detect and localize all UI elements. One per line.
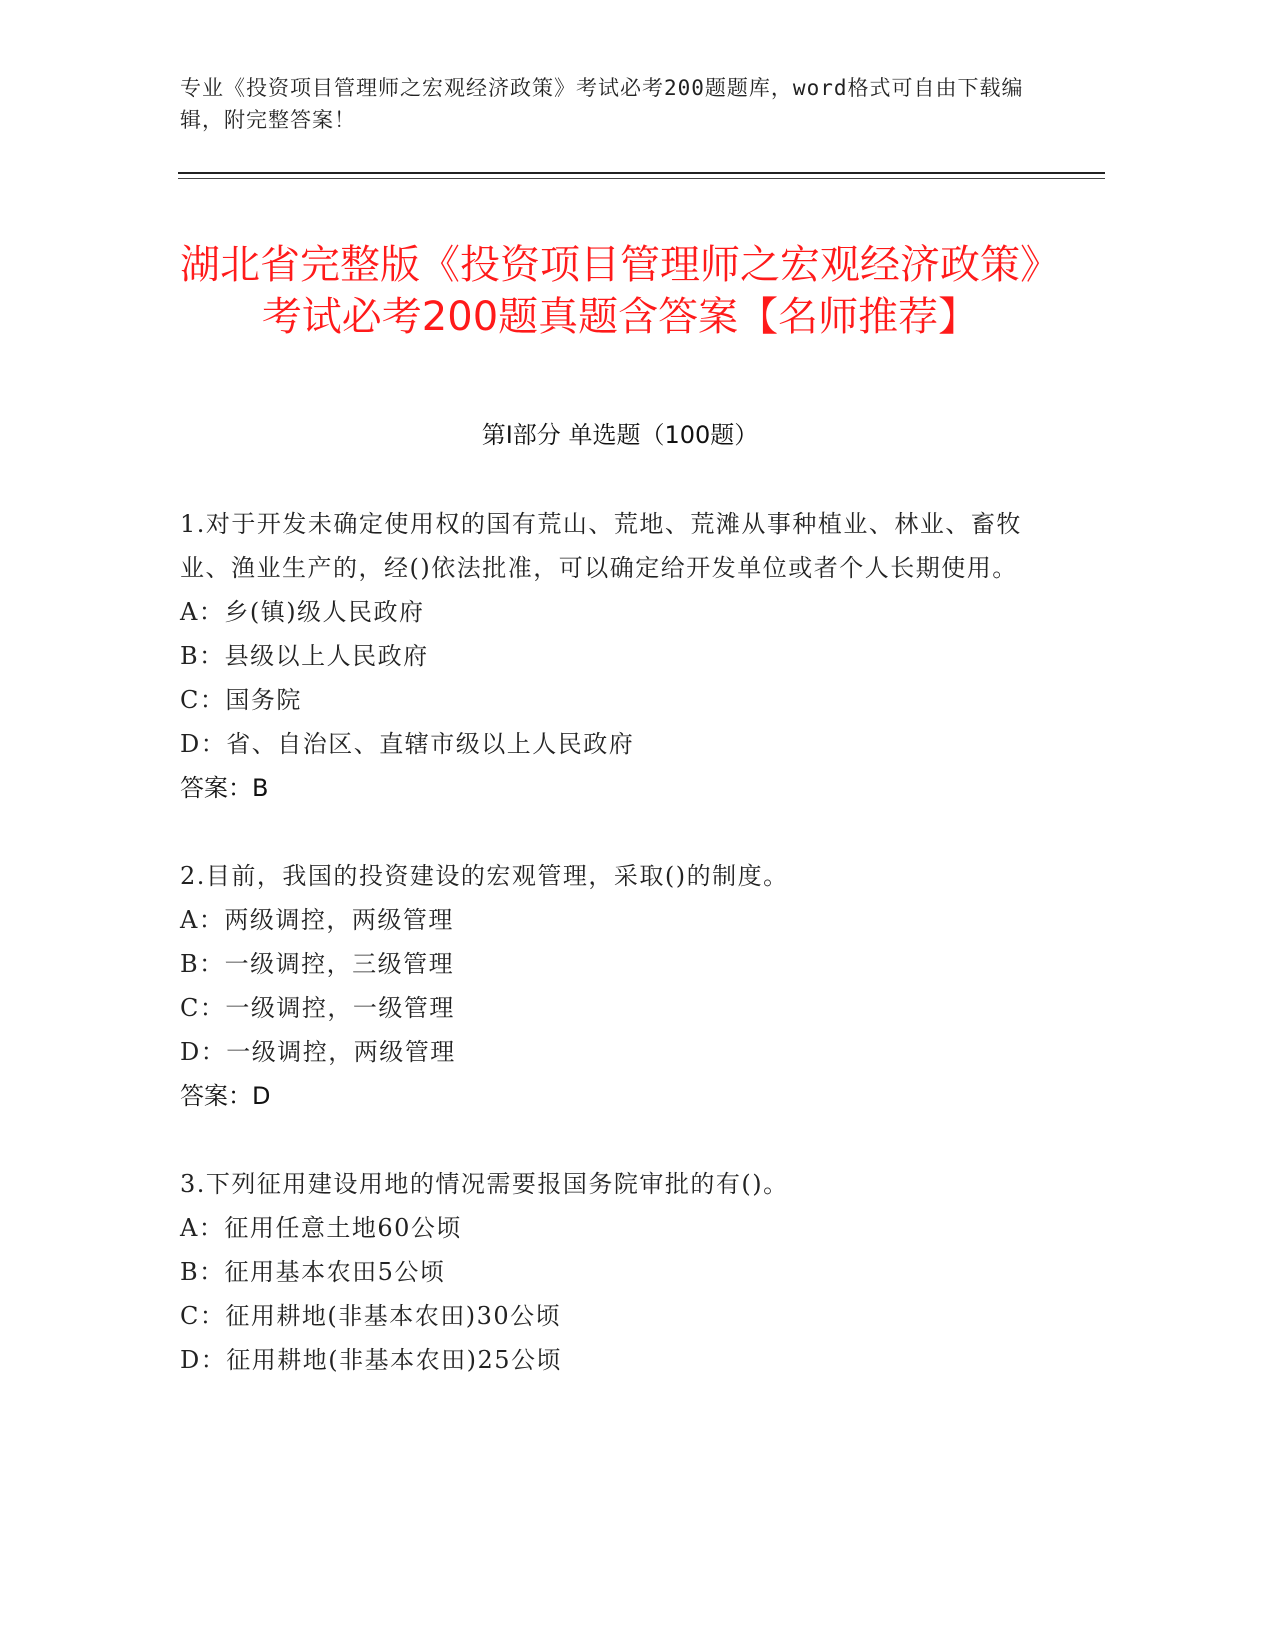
answer-line: 答案：D (180, 1082, 271, 1110)
option-a: A：征用任意土地60公顷 (180, 1214, 462, 1242)
section-heading: 第I部分 单选题（100题） (481, 421, 759, 449)
option-a: A：乡(镇)级人民政府 (180, 598, 425, 626)
option-c: C：国务院 (180, 686, 302, 714)
question-spacer (180, 810, 1060, 854)
question-stem: 2.目前，我国的投资建设的宏观管理，采取()的制度。 (180, 862, 789, 890)
header-divider-thick (178, 172, 1105, 174)
question-1 (180, 502, 1060, 810)
question-stem: 1.对于开发未确定使用权的国有荒山、荒地、荒滩从事种植业、林业、畜牧业、渔业生产的，经()依法批准，可以确定给开发单位或者个人长期使用。 (180, 510, 1022, 582)
question-2 (180, 854, 1060, 1118)
question-3 (180, 1162, 1060, 1382)
question-spacer (180, 1118, 1060, 1162)
document-intro: 专业《投资项目管理师之宏观经济政策》考试必考200题题库，word格式可自由下载编辑，附完整答案！ (180, 76, 1024, 132)
option-c: C：征用耕地(非基本农田)30公顷 (180, 1302, 562, 1330)
option-b: B：一级调控，三级管理 (180, 950, 455, 978)
header-divider-thin (178, 178, 1105, 179)
option-b: B：征用基本农田5公顷 (180, 1258, 446, 1286)
option-d: D：一级调控，两级管理 (180, 1038, 456, 1066)
document-title: 湖北省完整版《投资项目管理师之宏观经济政策》考试必考200题真题含答案【名师推荐】 (180, 241, 1060, 340)
option-c: C：一级调控，一级管理 (180, 994, 455, 1022)
option-d: D：征用耕地(非基本农田)25公顷 (180, 1346, 563, 1374)
option-a: A：两级调控，两级管理 (180, 906, 454, 934)
option-b: B：县级以上人民政府 (180, 642, 429, 670)
question-stem: 3.下列征用建设用地的情况需要报国务院审批的有()。 (180, 1170, 789, 1198)
option-d: D：省、自治区、直辖市级以上人民政府 (180, 730, 635, 758)
question-list (180, 502, 1060, 1382)
answer-line: 答案：B (180, 774, 269, 802)
